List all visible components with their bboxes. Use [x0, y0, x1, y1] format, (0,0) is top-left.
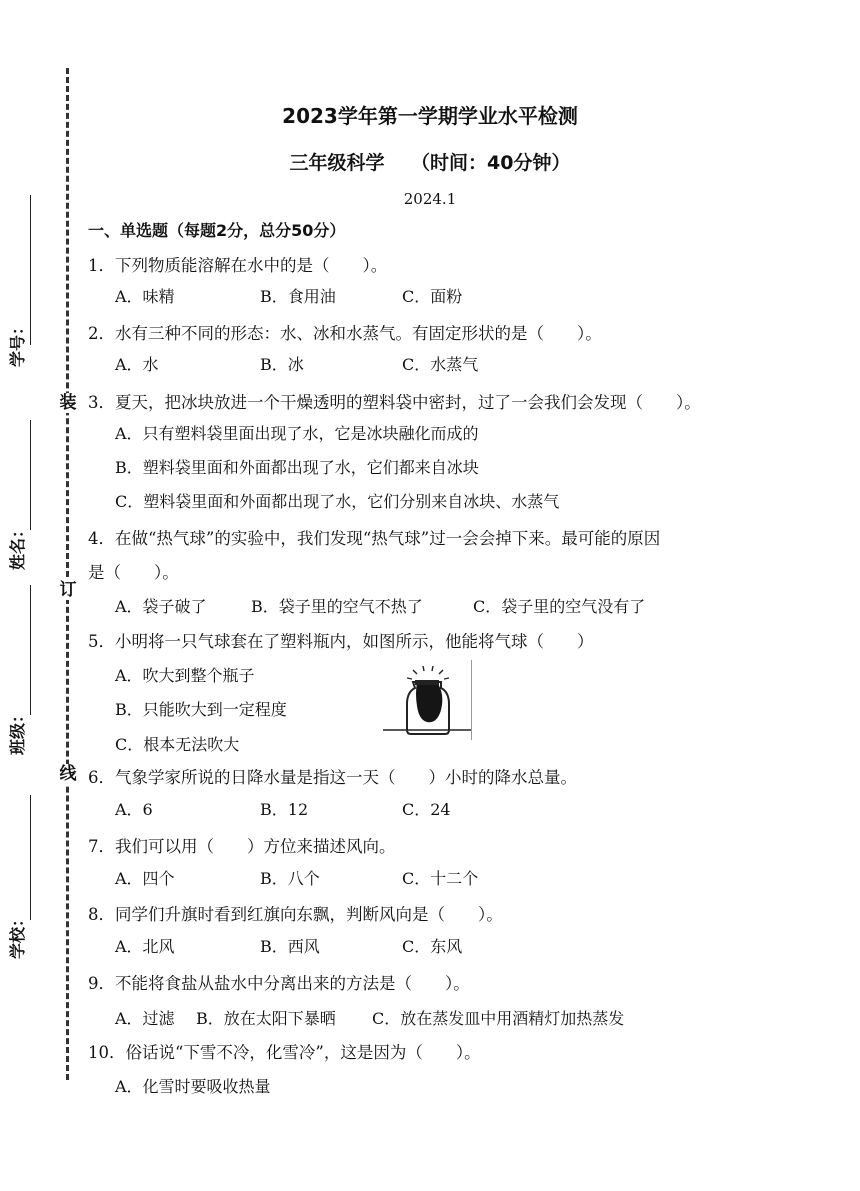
binding-dashed-line: [66, 68, 69, 1080]
question-5-option-a[interactable]: A．吹大到整个瓶子: [115, 666, 255, 685]
question-3-option-a[interactable]: A．只有塑料袋里面出现了水，它是冰块融化而成的: [115, 424, 479, 443]
name-line: [30, 420, 31, 530]
school-line: [30, 795, 31, 920]
question-2-option-a[interactable]: A．水: [115, 355, 159, 374]
question-4-option-b[interactable]: B．袋子里的空气不热了: [251, 597, 423, 616]
question-10-option-a[interactable]: A．化雪时要吸收热量: [115, 1077, 271, 1096]
question-9-option-a[interactable]: A．过滤: [115, 1009, 175, 1028]
question-7-stem: 7．我们可以用（ ）方位来描述风向。: [88, 837, 396, 856]
binding-word-xian: 线: [59, 764, 77, 784]
question-2-option-b[interactable]: B．冰: [260, 355, 304, 374]
question-1-stem: 1．下列物质能溶解在水中的是（ ）。: [88, 256, 388, 275]
question-9-stem: 9．不能将食盐从盐水中分离出来的方法是（ ）。: [88, 974, 470, 993]
question-4-option-a[interactable]: A．袋子破了: [115, 597, 207, 616]
question-3-option-c[interactable]: C．塑料袋里面和外面都出现了水，它们分别来自冰块、水蒸气: [115, 492, 560, 511]
question-8-option-a[interactable]: A．北风: [115, 937, 175, 956]
question-3-stem: 3．夏天，把冰块放进一个干燥透明的塑料袋中密封，过了一会我们会发现（ ）。: [88, 393, 701, 412]
balloon-in-bottle-figure: [383, 660, 472, 740]
question-5-option-b[interactable]: B．只能吹大到一定程度: [115, 700, 287, 719]
exam-title: 2023学年第一学期学业水平检测: [282, 104, 578, 128]
binding-word-ding: 订: [59, 580, 77, 600]
binding-word-zhuang: 装: [59, 393, 77, 413]
student-id-line: [30, 195, 31, 345]
question-9-option-b[interactable]: B．放在太阳下暴晒: [196, 1009, 336, 1028]
question-4-option-c[interactable]: C．袋子里的空气没有了: [473, 597, 646, 616]
question-5-option-c[interactable]: C．根本无法吹大: [115, 735, 240, 754]
question-7-option-c[interactable]: C．十二个: [402, 869, 479, 888]
question-4-stem-continued: 是（ ）。: [88, 563, 179, 582]
section-heading: 一、单选题（每题2分，总分50分）: [88, 221, 346, 240]
question-10-stem: 10．俗话说“下雪不冷，化雪冷”，这是因为（ ）。: [88, 1043, 481, 1062]
question-2-stem: 2．水有三种不同的形态：水、冰和水蒸气。有固定形状的是（ ）。: [88, 324, 602, 343]
question-1-option-c[interactable]: C．面粉: [402, 287, 463, 306]
exam-subtitle: 三年级科学 （时间：40分钟）: [289, 152, 571, 174]
question-8-stem: 8．同学们升旗时看到红旗向东飘，判断风向是（ ）。: [88, 905, 503, 924]
name-label: 姓名：: [8, 521, 27, 570]
question-1-option-b[interactable]: B．食用油: [260, 287, 336, 306]
question-7-option-a[interactable]: A．四个: [115, 869, 175, 888]
question-8-option-b[interactable]: B．西风: [260, 937, 320, 956]
question-2-option-c[interactable]: C．水蒸气: [402, 355, 479, 374]
question-7-option-b[interactable]: B．八个: [260, 869, 320, 888]
question-6-option-b[interactable]: B．12: [260, 800, 309, 819]
question-1-option-a[interactable]: A．味精: [115, 287, 175, 306]
question-6-option-c[interactable]: C．24: [402, 800, 451, 819]
balloon-bottle-illustration: [383, 660, 471, 740]
question-6-option-a[interactable]: A．6: [115, 800, 153, 819]
class-line: [30, 585, 31, 715]
question-9-option-c[interactable]: C．放在蒸发皿中用酒精灯加热蒸发: [372, 1009, 625, 1028]
question-8-option-c[interactable]: C．东风: [402, 937, 463, 956]
question-5-stem: 5．小明将一只气球套在了塑料瓶内，如图所示，他能将气球（ ）: [88, 632, 594, 651]
school-label: 学校：: [8, 910, 27, 959]
exam-date: 2024.1: [403, 190, 457, 208]
class-label: 班级：: [8, 706, 27, 755]
question-6-stem: 6．气象学家所说的日降水量是指这一天（ ）小时的降水总量。: [88, 768, 577, 787]
student-id-label: 学号：: [8, 318, 27, 367]
question-4-stem: 4．在做“热气球”的实验中，我们发现“热气球”过一会会掉下来。最可能的原因: [88, 529, 661, 548]
question-3-option-b[interactable]: B．塑料袋里面和外面都出现了水，它们都来自冰块: [115, 458, 479, 477]
